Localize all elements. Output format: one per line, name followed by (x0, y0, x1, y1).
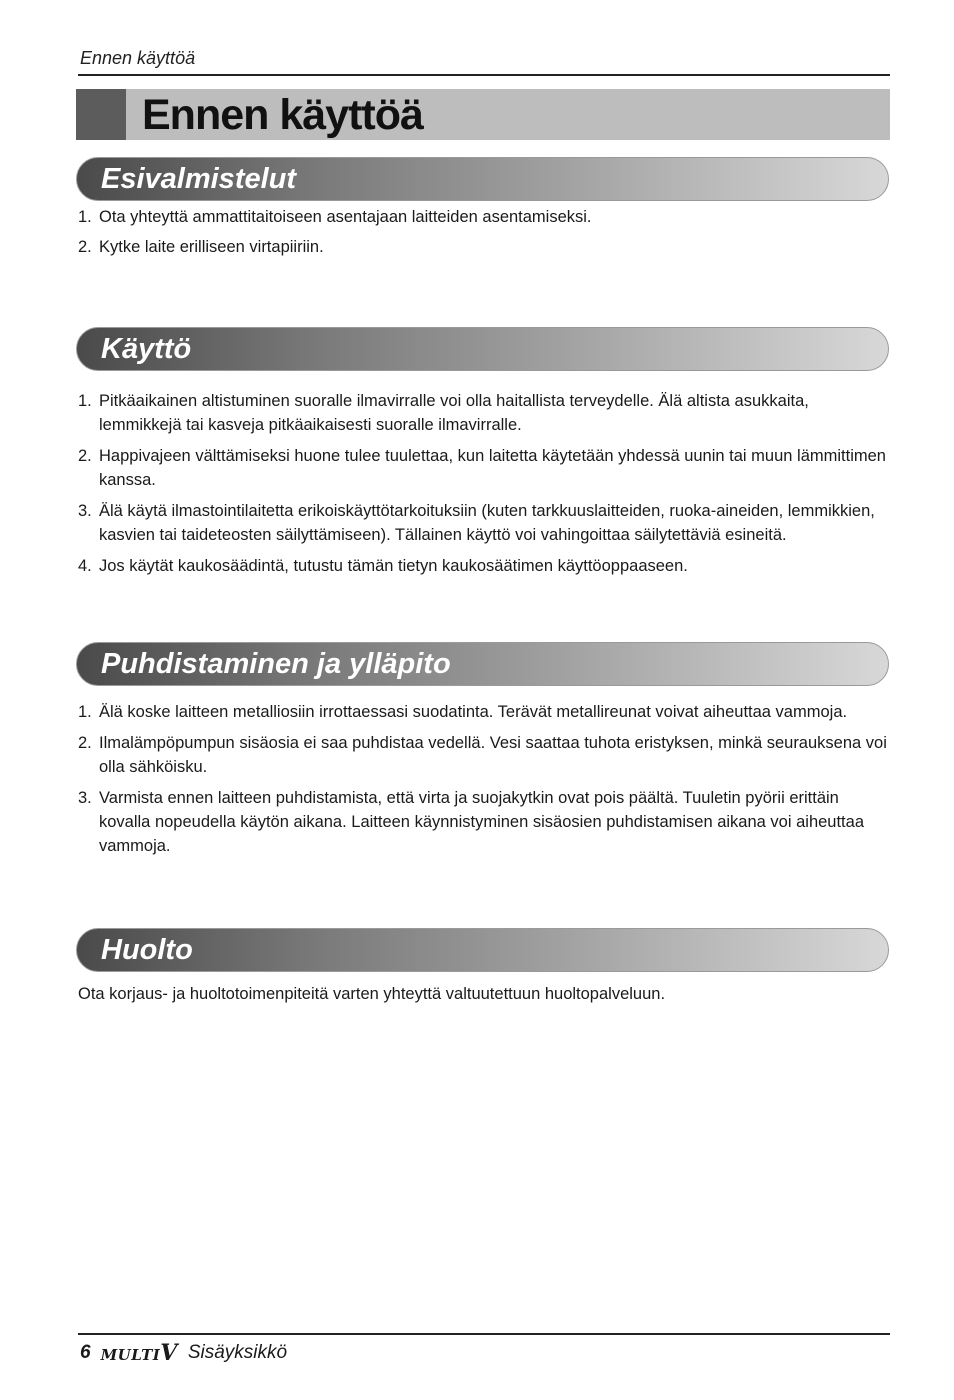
list-item (78, 205, 890, 229)
brand-logo-text: MULTI (100, 1346, 161, 1364)
list-item (78, 444, 890, 492)
list-item (78, 700, 890, 724)
section-heading-huolto (76, 928, 889, 972)
list-item-text: Kytke laite erilliseen virtapiiriin. (99, 238, 324, 256)
page-number: 6 (80, 1342, 91, 1363)
list-item-text: Ota yhteyttä ammattitaitoiseen asentajaan laitteiden asentamiseksi. (99, 208, 592, 226)
list-item (78, 389, 890, 437)
list-item (78, 235, 890, 259)
footer-rule (78, 1333, 890, 1335)
brand-logo-v: V (160, 1340, 178, 1366)
footer-label: Sisäyksikkö (187, 1342, 288, 1363)
section-list-puhdistaminen (78, 700, 890, 858)
page-title: Ennen käyttöä (142, 91, 423, 139)
list-item-text: Älä käytä ilmastointilaitetta erikoiskäyttötarkoituksiin (kuten tarkkuuslaitteiden, ruoka-aineiden, lemmikkien, kasvien tai taideteosten säilyttämiseen). Tällainen käyttö voi vahingoittaa säilytettäviä esineitä. (99, 502, 875, 544)
list-item-text: Happivajeen välttämiseksi huone tulee tuulettaa, kun laitetta käytetään yhdessä uunin tai muun lämmittimen kanssa. (99, 447, 886, 489)
list-item-number: 1. (78, 208, 92, 226)
list-item-text: Varmista ennen laitteen puhdistamista, että virta ja suojakytkin ovat pois päältä. Tuuletin pyörii erittäin kovalla nopeudella käytön aikana. Laitteen käynnistyminen sisäosien puhdistamisen aikana voi aiheuttaa vammoja. (99, 789, 864, 855)
title-block-decoration (76, 89, 126, 140)
list-item-text: Pitkäaikainen altistuminen suoralle ilmavirralle voi olla haitallista terveydelle. Älä altista asukkaita, lemmikkejä tai kasveja pitkäaikaisesti suoralle ilmavirralle. (99, 392, 809, 434)
list-item-text: Ilmalämpöpumpun sisäosia ei saa puhdistaa vedellä. Vesi saattaa tuhota eristyksen, minkä seurauksena voi olla sähköisku. (99, 734, 887, 776)
list-item-number: 1. (78, 703, 92, 721)
section-heading-esivalmistelut (76, 157, 889, 201)
section-paragraph-huolto: Ota korjaus- ja huoltotoimenpiteitä varten yhteyttä valtuutettuun huoltopalveluun. (78, 985, 666, 1003)
list-item-number: 3. (78, 502, 92, 520)
page-footer (80, 1340, 287, 1366)
section-list-kaytto (78, 389, 890, 578)
section-heading-puhdistaminen (76, 642, 889, 686)
list-item-number: 2. (78, 734, 92, 752)
list-item-number: 4. (78, 557, 92, 575)
section-heading-label: Käyttö (101, 333, 192, 365)
running-header: Ennen käyttöä (80, 48, 196, 68)
title-bar (76, 89, 890, 140)
list-item-number: 2. (78, 238, 92, 256)
list-item (78, 499, 890, 547)
list-item (78, 554, 890, 578)
section-heading-label: Esivalmistelut (101, 163, 297, 195)
list-item-text: Jos käytät kaukosäädintä, tutustu tämän tietyn kaukosäätimen käyttöoppaaseen. (99, 557, 688, 575)
header-rule (78, 74, 890, 76)
section-heading-label: Puhdistaminen ja ylläpito (101, 648, 451, 680)
list-item-number: 3. (78, 789, 92, 807)
list-item-text: Älä koske laitteen metalliosiin irrottaessasi suodatinta. Terävät metallireunat voivat aiheuttaa vammoja. (99, 703, 848, 721)
section-heading-kaytto (76, 327, 889, 371)
list-item (78, 786, 890, 858)
section-heading-label: Huolto (101, 934, 193, 966)
list-item (78, 731, 890, 779)
section-list-esivalmistelut (78, 205, 890, 259)
brand-logo (101, 1340, 178, 1366)
list-item-number: 1. (78, 392, 92, 410)
list-item-number: 2. (78, 447, 92, 465)
